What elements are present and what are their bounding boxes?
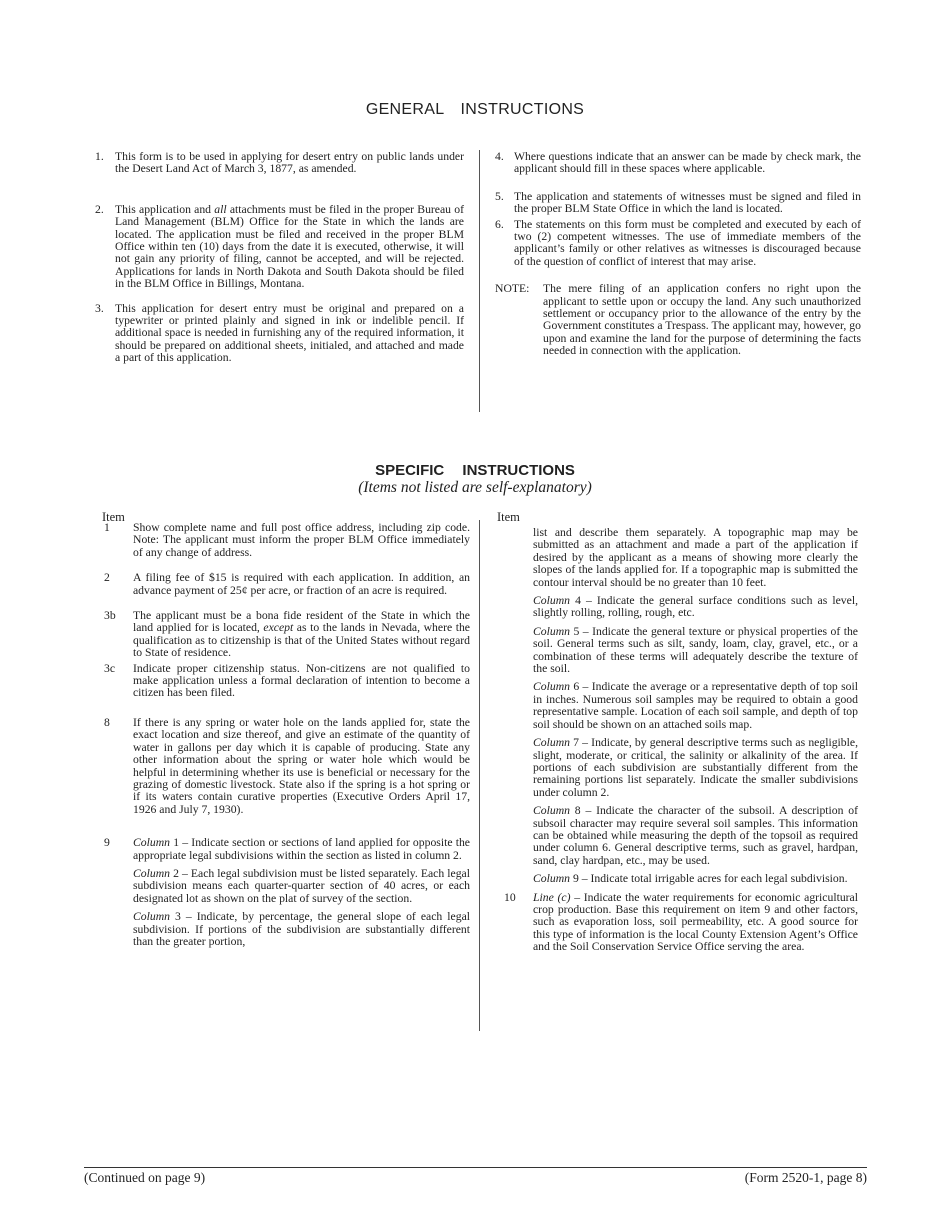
item-text (133, 610, 470, 660)
footer-continued-note: (Continued on page 9) (84, 1170, 206, 1185)
specific-item-3c (104, 663, 470, 700)
line-label: Line (c) (533, 890, 571, 904)
footer-form-page: (Form 2520-1, page 8) (744, 1170, 867, 1185)
item-number: 3. (95, 301, 104, 315)
item-text-emphasis: except (263, 621, 294, 635)
general-item-4 (495, 151, 861, 176)
item-text: Indicate proper citizenship status. Non-citizens are not qualified to make application unless a formal declaration of intention to become a citizen has been filed. (133, 661, 470, 700)
specific-item-2 (104, 572, 470, 597)
item-number: 1 (104, 521, 110, 534)
item-text: Show complete name and full post office address, including zip code. Note: The applicant must inform the proper BLM Office immediately of any change of address. (133, 521, 470, 559)
column-3-continued-text: list and describe them separately. A topographic map may be submitted as an attachment and made a part of the application if desired by the applicant as a means of showing more clearly the slopes of the lands applied for. If a topographic map is submitted the contour interval should be no greater than 10 feet. (533, 526, 858, 589)
item-number: 3c (104, 661, 116, 675)
column-label: Column (533, 736, 571, 750)
column-9-instruction (533, 873, 858, 885)
item-text (115, 204, 464, 291)
specific-right-column (504, 527, 858, 954)
item-number: 3b (104, 609, 116, 623)
column-label: Column (133, 866, 171, 880)
specific-item-9 (104, 837, 470, 948)
specific-item-8 (104, 717, 470, 816)
column-label: Column (533, 624, 571, 638)
item-text-part: attachments must be filed in the proper Bureau of Land Management (BLM) Office for the State in which the lands are located. The application must be filed and received in the proper BLM Office within ten (10) days from the date it is executed, otherwise, it will not gain any priority of filing, cannot be accepted, and will be rejected. Applications for lands in North Dakota and South Dakota should be filed in the BLM Office in Billings, Montana. (115, 202, 464, 291)
specific-column-divider (479, 520, 480, 1031)
item-number: 8 (104, 715, 110, 729)
general-item-1 (95, 151, 464, 176)
item-number: 4. (495, 150, 504, 163)
item-text-part: The applicant must be a bona fide resident of the State in which the land applied for is located, (133, 609, 470, 635)
item-number: 1. (95, 150, 104, 163)
column-text: 7 – Indicate, by general descriptive terms such as negligible, slight, moderate, or critical, the salinity or alkalinity of the area. If portions of each subdivision are substantially different from the remaining portions list separately. Indicate the smaller subdivisions under column 2. (533, 736, 858, 799)
item-number: 6. (495, 217, 504, 231)
specific-instructions-title: SPECIFIC INSTRUCTIONS (375, 462, 575, 479)
item-text: This application for desert entry must be original and prepared on a typewriter or printed plainly and signed in ink or indelible pencil. If additional space is needed in furnishing any of the required information, it should be prepared on additional sheets, initialed, and attached and made a part of this application. (115, 301, 464, 365)
item-text-part: This application and (115, 202, 215, 216)
general-note (495, 283, 861, 357)
item-text (133, 837, 470, 948)
column-label: Column (533, 804, 571, 818)
footer-rule (84, 1167, 867, 1168)
general-item-2 (95, 204, 464, 291)
specific-instructions-subtitle: (Items not listed are self-explanatory) (358, 479, 592, 496)
specific-item-1 (104, 522, 470, 559)
column-3-continued (504, 527, 858, 886)
column-5-instruction (533, 626, 858, 676)
general-column-divider (479, 150, 480, 412)
column-text: 1 – Indicate section or sections of land applied for opposite the appropriate legal subdivisions within the section as listed in column 2. (133, 836, 470, 862)
column-text: 5 – Indicate the general texture or physical properties of the soil. General terms such as silt, sandy, loam, clay, gravel, etc., or a combination of these terms will adequately describe the texture of the soil. (533, 624, 858, 676)
item-text: Where questions indicate that an answer can be made by check mark, the applicant should fill in these spaces where applicable. (514, 150, 861, 176)
item-number: 2 (104, 571, 110, 585)
column-3-instruction (133, 911, 470, 948)
column-text: 2 – Each legal subdivision must be listed separately. Each legal subdivision means each quarter-quarter section of 40 acres, or each designated lot as shown on the plat of survey of the section. (133, 866, 470, 905)
item-text-part: as to the lands in Nevada, where the qualification as to citizenship is that of the United States without regard to State of residence. (133, 621, 470, 660)
specific-item-3b (104, 610, 470, 660)
note-text: The mere filing of an application confers no right upon the applicant to settle upon or occupy the land. Any such unauthorized settlement or occupancy prior to the allowance of the entry by the Government constitutes a Trespass. The applicant may, however, go upon and examine the land for the purpose of determining the facts needed in connection with the application. (543, 282, 861, 358)
item-text: A filing fee of $15 is required with each application. In addition, an advance payment of 25¢ per acre, or fraction of an acre is required. (133, 571, 470, 597)
item-column-header-left: Item (102, 510, 125, 524)
column-2-instruction (133, 868, 470, 905)
item-text: The statements on this form must be completed and executed by each of two (2) competent witnesses. The use of immediate members of the applicant’s family or other relatives as witnesses is discouraged because of the question of conflict of interest that may arise. (514, 217, 861, 268)
general-left-column (95, 151, 464, 365)
column-6-instruction (533, 681, 858, 731)
general-right-column (495, 151, 861, 358)
general-item-3 (95, 303, 464, 365)
specific-item-10 (504, 892, 858, 954)
item-text: The application and statements of witnesses must be signed and filed in the proper BLM State Office in which the land is located. (514, 189, 861, 216)
column-text: 3 – Indicate, by percentage, the general slope of each legal subdivision. If portions of the subdivision are substantially different than the greater portion, (133, 910, 470, 948)
item-text: If there is any spring or water hole on the lands applied for, state the exact location and size thereof, and give an estimate of the quantity of water in gallons per day which it is capable of producing. State any other information about the spring or water hole which would be helpful in determining whether its use is beneficial or necessary for the grazing of domestic livestock. State also if the spring is a hot spring or if its waters contain curative properties (Executive Orders April 17, 1926 and July 7, 1930). (133, 715, 470, 816)
item-number: 10 (504, 890, 516, 904)
column-text: 6 – Indicate the average or a representative depth of top soil in inches. Numerous soil samples may be required to obtain a good representative sample. Location of each soil sample, and depth of top soil should be shown on an attached soils map. (533, 680, 858, 731)
column-label: Column (533, 680, 571, 694)
column-text: 9 – Indicate total irrigable acres for each legal subdivision. (570, 872, 848, 886)
item-text-emphasis: all (214, 202, 227, 216)
line-text: – Indicate the water requirements for economic agricultural crop production. Base this requirement on item 9 and other factors, such as evaporation loss, soil permeability, etc. A good source for this type of information is the local County Extension Agent’s Office and the Soil Conservation Service Office serving the area. (533, 890, 858, 954)
item-number: 5. (495, 189, 504, 203)
item-column-header-right: Item (497, 510, 520, 524)
item-text: This form is to be used in applying for desert entry on public lands under the Desert Land Act of March 3, 1877, as amended. (115, 150, 464, 176)
column-text: 8 – Indicate the character of the subsoil. A description of subsoil character may require several soil samples. This information can be obtained while measuring the depth of the topsoil as required under column 6. General descriptive terms, such as gravel, hardpan, sand, clay hardpan, etc., may be used. (533, 804, 858, 867)
column-label: Column (533, 594, 571, 608)
column-1-instruction (133, 837, 470, 862)
note-label: NOTE: (495, 282, 530, 296)
item-text (533, 892, 858, 954)
column-label: Column (533, 872, 571, 886)
column-text: 4 – Indicate the general surface conditions such as level, slightly rolling, rolling, rough, etc. (533, 594, 858, 620)
column-7-instruction (533, 737, 858, 799)
column-8-instruction (533, 805, 858, 867)
general-item-6 (495, 219, 861, 269)
item-number: 2. (95, 202, 104, 216)
column-label: Column (133, 910, 171, 924)
item-number: 9 (104, 836, 110, 850)
general-instructions-title: GENERAL INSTRUCTIONS (365, 101, 585, 118)
general-item-5 (495, 191, 861, 216)
column-4-instruction (533, 595, 858, 620)
specific-left-column (104, 522, 470, 948)
column-label: Column (133, 836, 171, 850)
